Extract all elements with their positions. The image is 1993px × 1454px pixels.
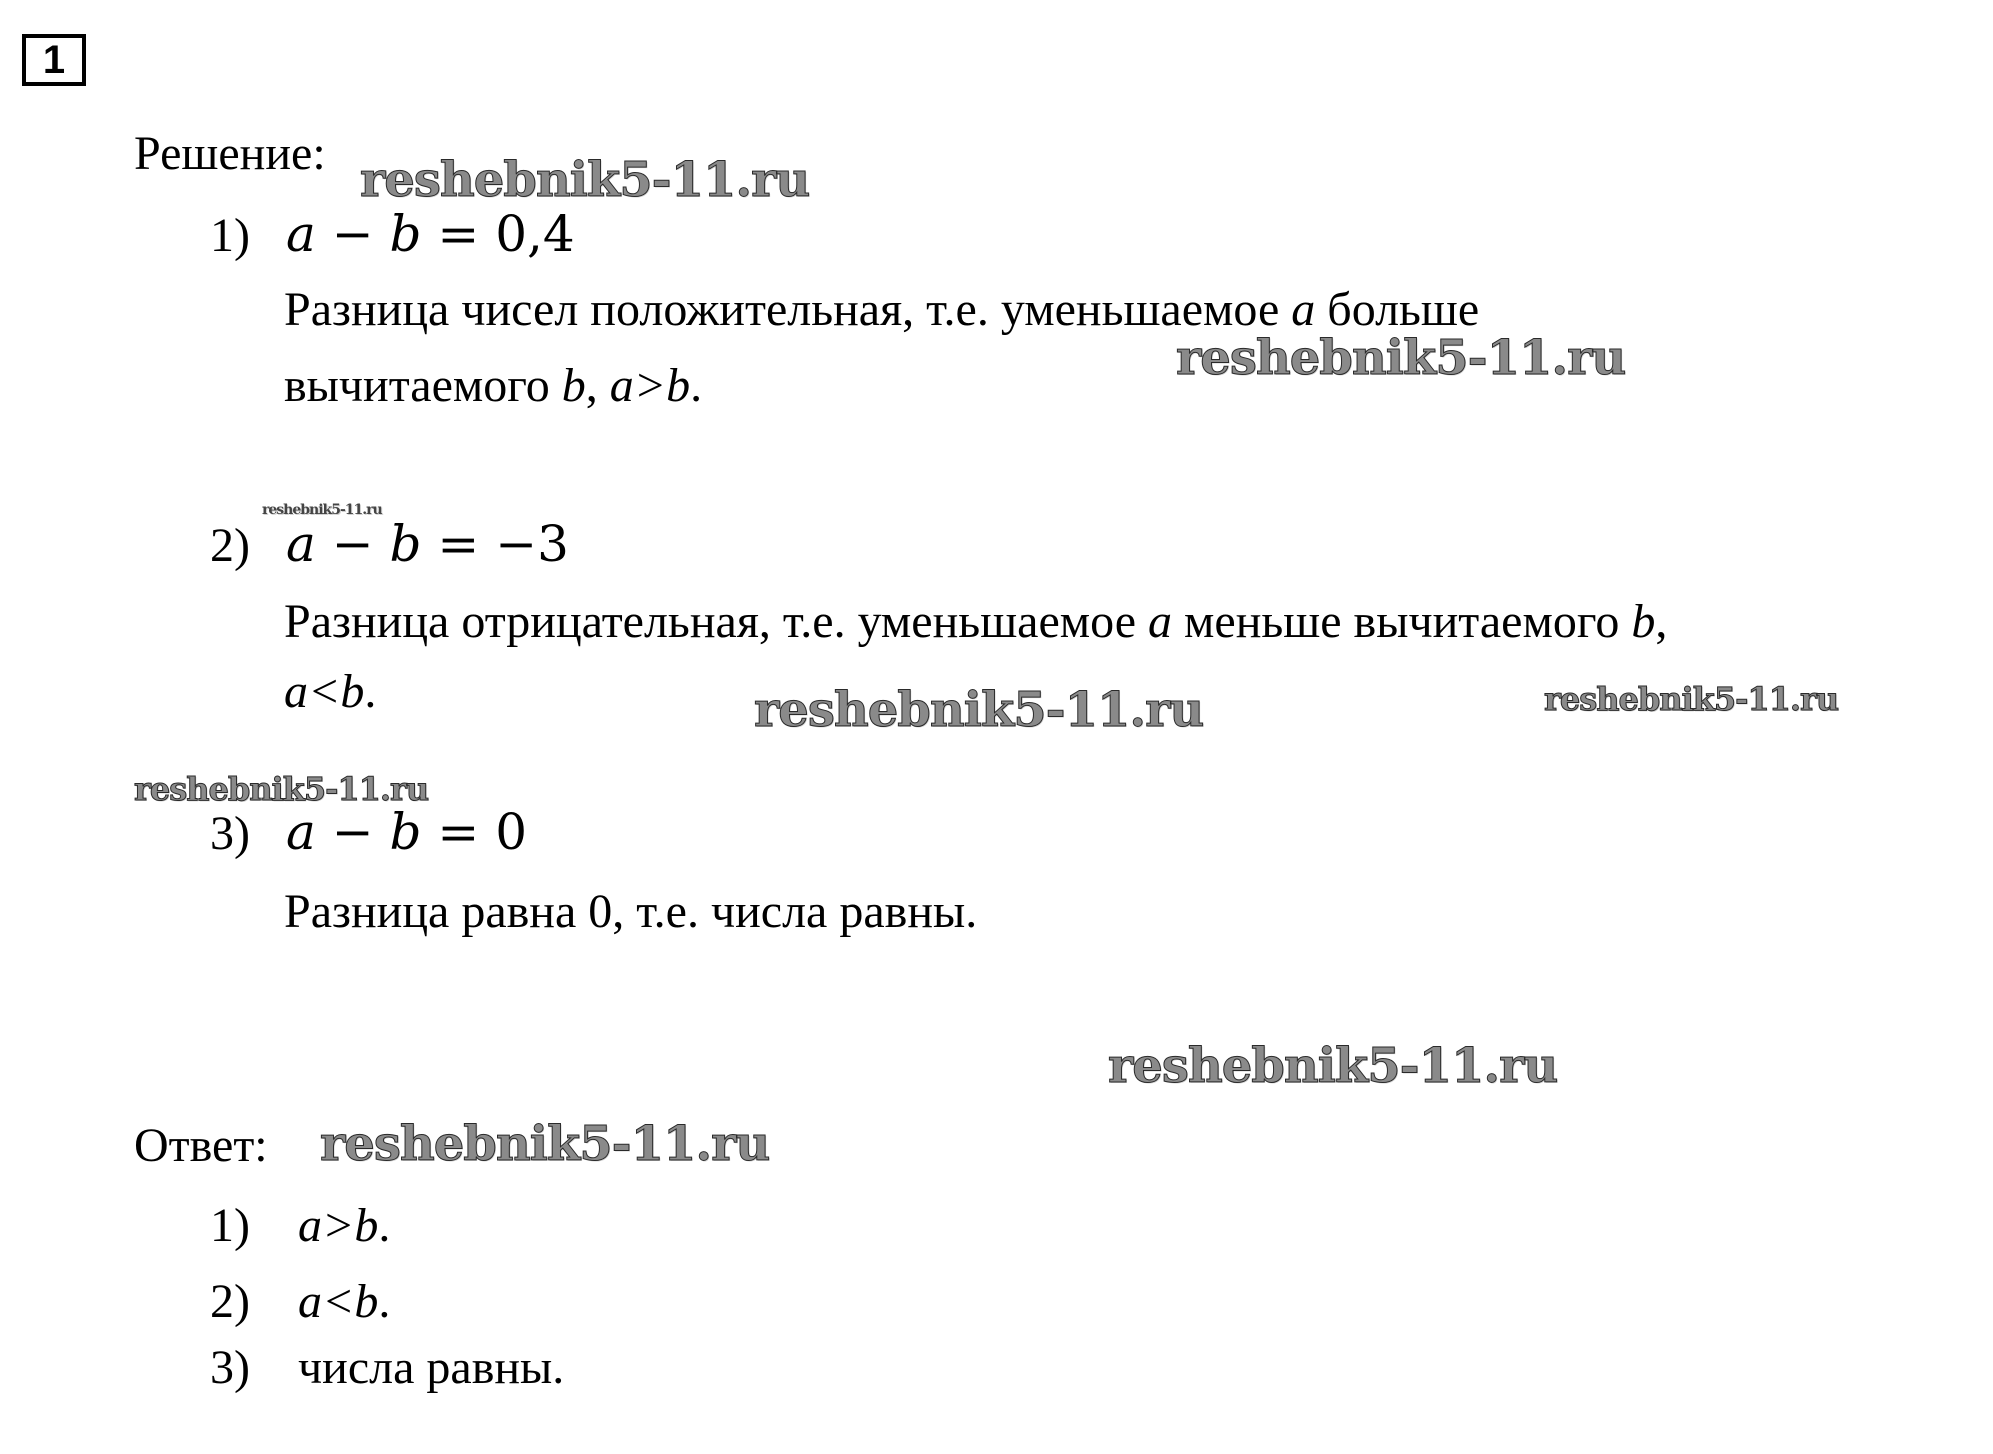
- eq-var-a: a: [286, 205, 316, 263]
- eq-rhs: 0: [495, 803, 528, 861]
- answer-3-number: 3): [210, 1341, 250, 1394]
- answer-text: .: [378, 1199, 391, 1252]
- explanation-text: ,: [585, 359, 610, 412]
- eq-var-b: b: [389, 803, 422, 861]
- solution-label: Решение:: [134, 127, 326, 180]
- relation: a<b: [298, 1275, 379, 1328]
- explanation-text: вычитаемого: [284, 359, 562, 412]
- item-2-number: 2): [210, 519, 250, 572]
- eq-var-a: a: [286, 515, 316, 573]
- explanation-text: Разница чисел положительная, т.е. уменьшаемое: [284, 283, 1292, 336]
- eq-var-a: a: [286, 803, 316, 861]
- answer-1: [298, 1198, 390, 1254]
- eq-rhs: 0,4: [495, 205, 575, 263]
- explanation-text: ,: [1655, 595, 1668, 648]
- item-1-number: 1): [210, 209, 250, 262]
- watermark: reshebnik5-11.ru: [1544, 680, 1839, 718]
- watermark: reshebnik5-11.ru: [1176, 330, 1626, 386]
- eq-minus: −: [315, 205, 390, 263]
- watermark: reshebnik5-11.ru: [320, 1116, 770, 1172]
- item-3-number: 3): [210, 807, 250, 860]
- answer-1-number: 1): [210, 1199, 250, 1252]
- task-number: 1: [42, 38, 66, 82]
- eq-equals: =: [421, 515, 496, 573]
- answer-text: .: [378, 1275, 391, 1328]
- task-number-box: [22, 34, 86, 86]
- answer-label: Ответ:: [134, 1119, 268, 1172]
- answer-3: числа равны.: [298, 1341, 565, 1394]
- explanation-text: .: [690, 359, 703, 412]
- watermark: reshebnik5-11.ru: [1108, 1038, 1558, 1094]
- explanation-var: a: [1148, 595, 1173, 648]
- relation: a<b: [284, 665, 365, 718]
- item-2-explanation-line2: [284, 664, 376, 720]
- explanation-var: b: [561, 359, 586, 412]
- item-2-equation: [286, 516, 569, 572]
- eq-var-b: b: [389, 205, 422, 263]
- explanation-var: a: [1291, 283, 1316, 336]
- item-3-equation: [286, 804, 527, 860]
- explanation-text: больше: [1315, 283, 1480, 336]
- item-1-explanation-line2: [284, 358, 702, 414]
- relation: a>b: [609, 359, 691, 412]
- watermark: reshebnik5-11.ru: [360, 152, 810, 208]
- item-3-explanation-line1: Разница равна 0, т.е. числа равны.: [284, 885, 978, 938]
- watermark: reshebnik5-11.ru: [134, 770, 429, 808]
- watermark: reshebnik5-11.ru: [754, 682, 1204, 738]
- eq-equals: =: [421, 205, 496, 263]
- eq-var-b: b: [389, 515, 422, 573]
- item-1-equation: [286, 206, 575, 262]
- item-2-explanation-line1: [284, 594, 1667, 650]
- explanation-text: .: [364, 665, 377, 718]
- eq-rhs: −3: [495, 515, 569, 573]
- eq-minus: −: [315, 803, 390, 861]
- explanation-var: b: [1631, 595, 1656, 648]
- answer-2: [298, 1274, 390, 1330]
- explanation-text: меньше вычитаемого: [1172, 595, 1632, 648]
- eq-equals: =: [421, 803, 496, 861]
- relation: a>b: [298, 1199, 379, 1252]
- watermark: reshebnik5-11.ru: [262, 502, 382, 518]
- explanation-text: Разница отрицательная, т.е. уменьшаемое: [284, 595, 1149, 648]
- answer-2-number: 2): [210, 1275, 250, 1328]
- eq-minus: −: [315, 515, 390, 573]
